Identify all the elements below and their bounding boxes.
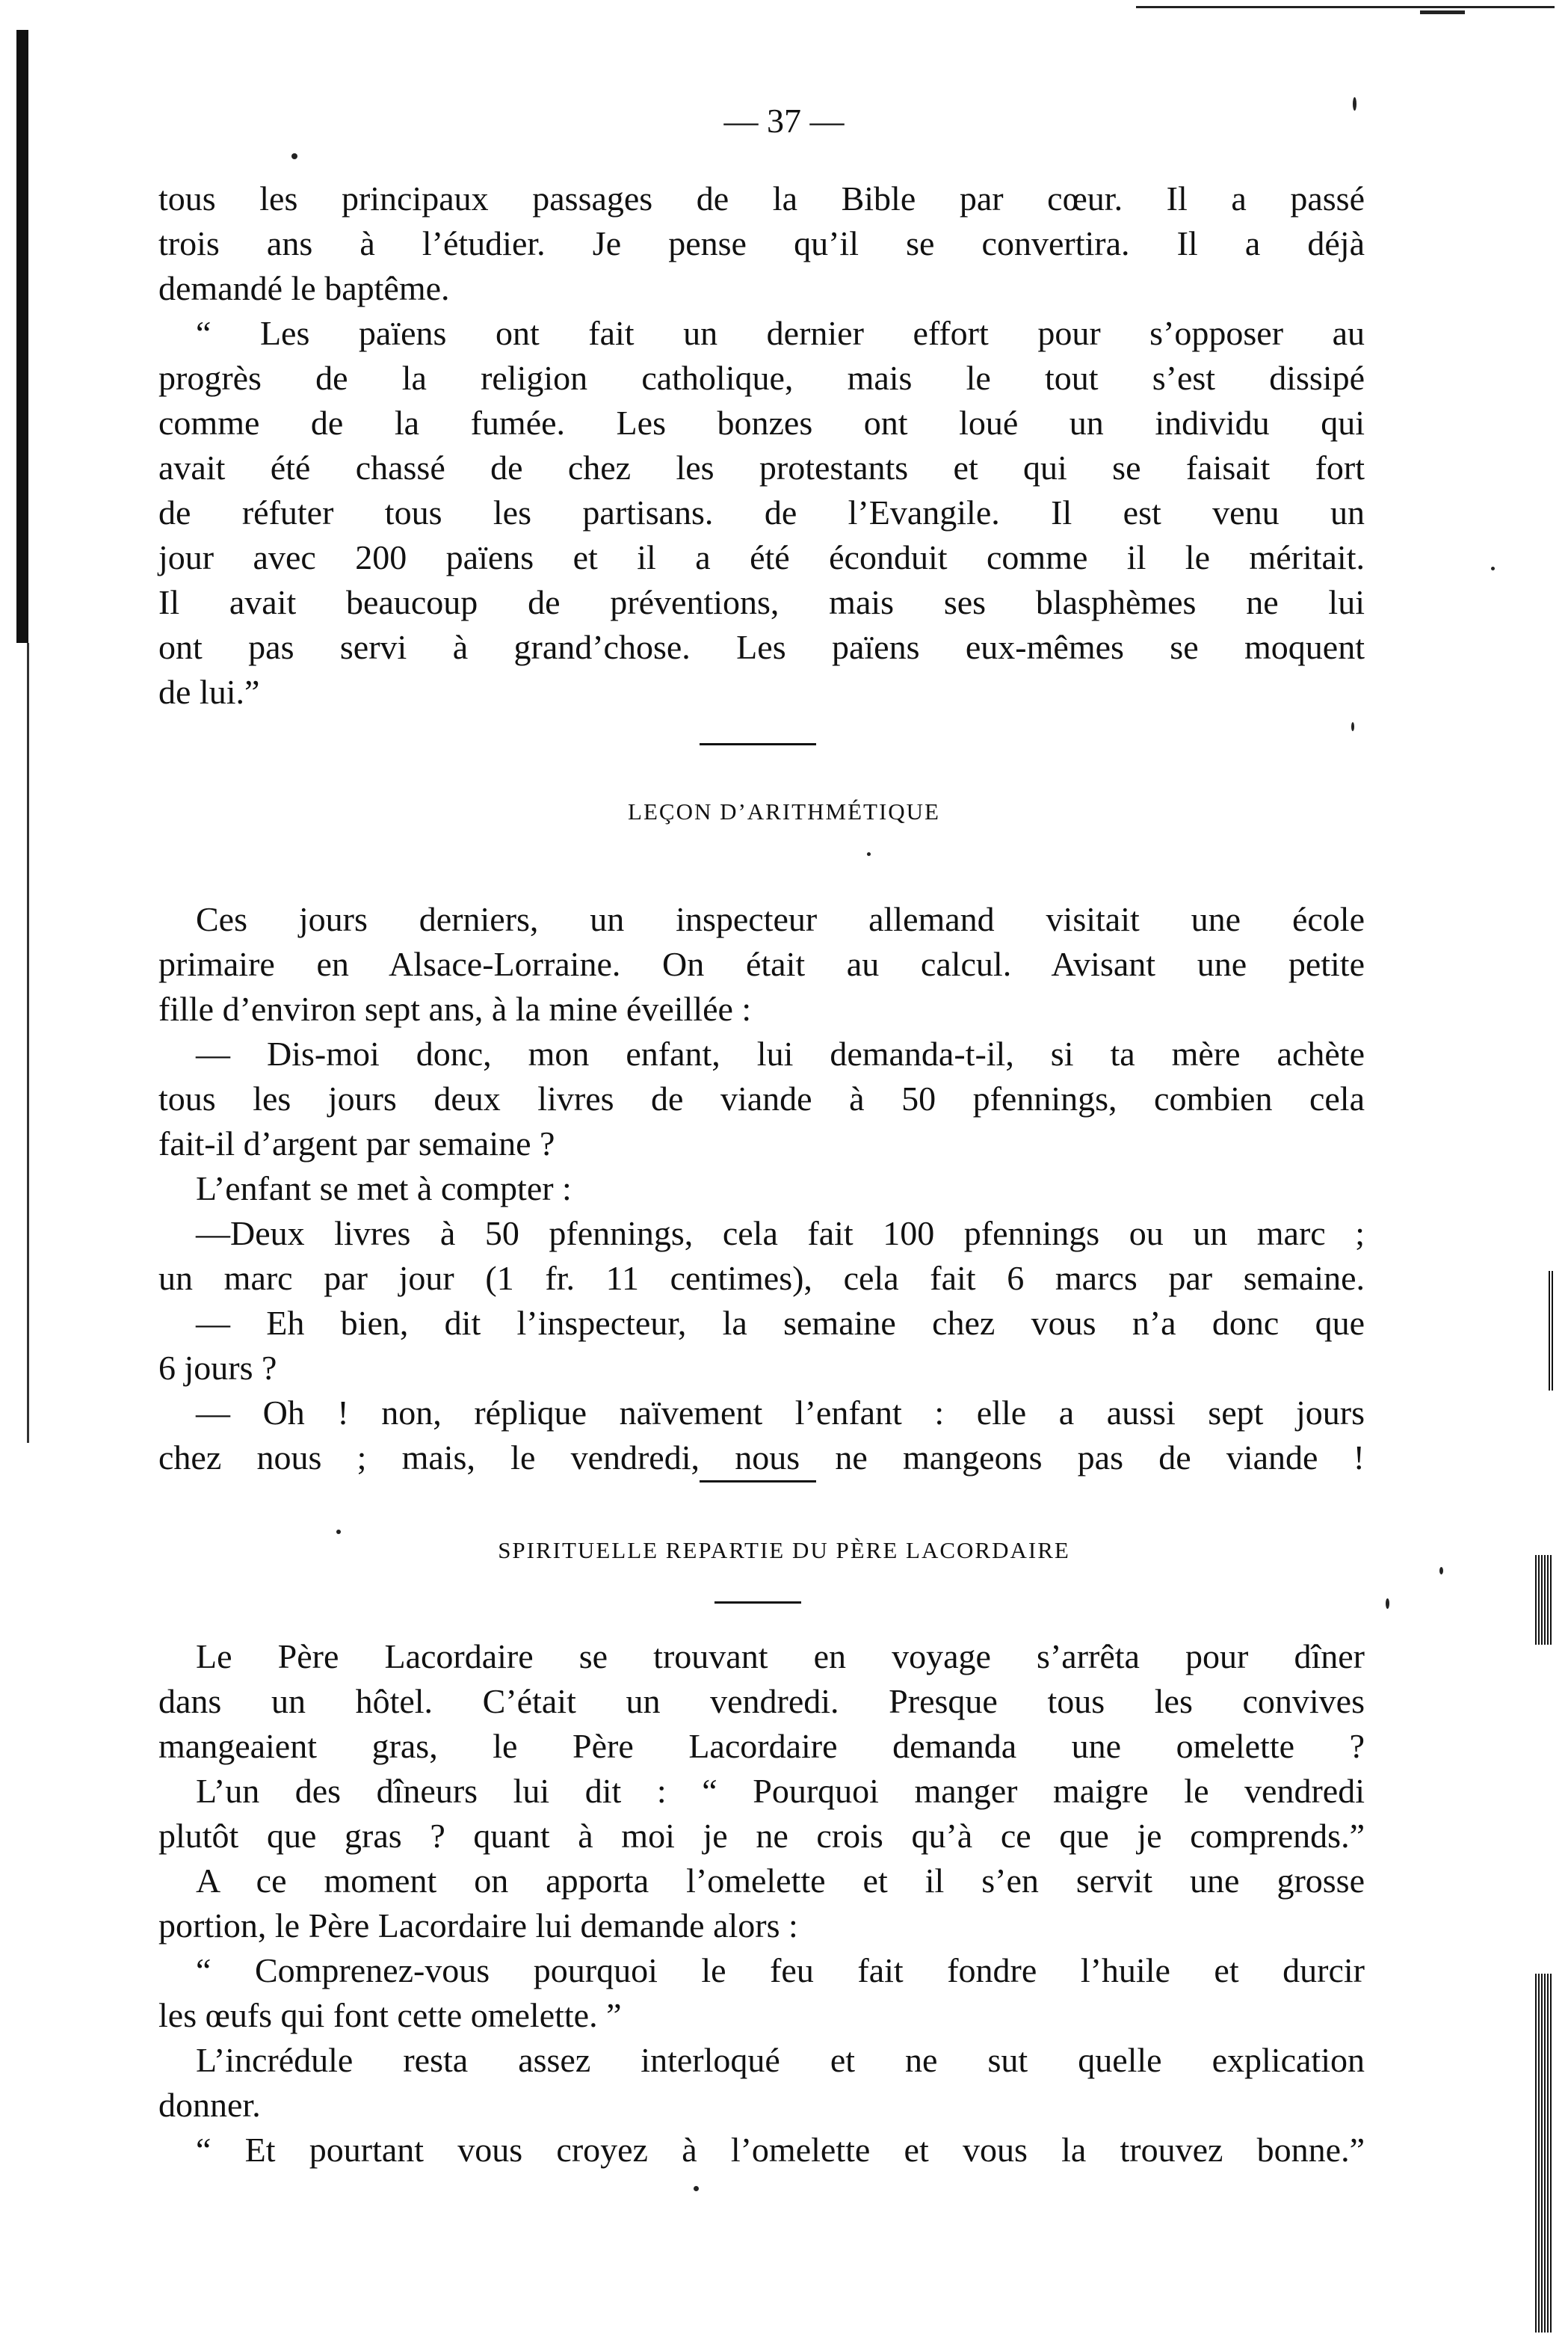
text-line: L’enfant se met à compter : bbox=[196, 1169, 572, 1207]
text-line: A ce moment on apporta l’omelette et il s’en servit une grosse bbox=[196, 1862, 1365, 1900]
text-line: tous les principaux passages de la Bible par cœur. Il a passé bbox=[158, 179, 1365, 218]
scan-top-edge-mark bbox=[1420, 10, 1465, 14]
text-line: jour avec 200 païens et il a été éconduit comme il le méritait. bbox=[158, 538, 1365, 576]
text-line: chez nous ; mais, le vendredi, nous ne mangeons pas de viande ! bbox=[158, 1438, 1365, 1477]
text-line: fille d’environ sept ans, à la mine éveillée : bbox=[158, 990, 752, 1028]
scan-speck bbox=[1439, 1567, 1443, 1574]
page-number: — 37 — bbox=[723, 102, 845, 140]
text-line: Ces jours derniers, un inspecteur allemand visitait une école bbox=[196, 900, 1365, 938]
scan-speck bbox=[867, 852, 871, 856]
text-line: — Eh bien, dit l’inspecteur, la semaine chez vous n’a donc que bbox=[196, 1304, 1365, 1342]
scan-speck bbox=[1386, 1598, 1389, 1609]
scan-right-edge bbox=[1535, 1974, 1553, 2333]
text-line: de réfuter tous les partisans. de l’Evangile. Il est venu un bbox=[158, 493, 1365, 532]
text-line: L’incrédule resta assez interloqué et ne sut quelle explication bbox=[196, 2041, 1365, 2079]
separator-rule bbox=[700, 1480, 816, 1482]
scan-speck bbox=[694, 2186, 699, 2191]
text-line: plutôt que gras ? quant à moi je ne crois qu’à ce que je comprends.” bbox=[158, 1817, 1365, 1855]
text-line: avait été chassé de chez les protestants et qui se faisait fort bbox=[158, 449, 1365, 487]
text-line: — Dis-moi donc, mon enfant, lui demanda-t-il, si ta mère achète bbox=[196, 1035, 1365, 1073]
text-line: demandé le baptême. bbox=[158, 269, 450, 307]
text-line: primaire en Alsace-Lorraine. On était au calcul. Avisant une petite bbox=[158, 945, 1365, 983]
text-block-2 bbox=[158, 897, 1365, 1480]
text-line: “ Comprenez-vous pourquoi le feu fait fondre l’huile et durcir bbox=[196, 1951, 1365, 1989]
text-line: progrès de la religion catholique, mais le tout s’est dissipé bbox=[158, 359, 1365, 397]
text-line: trois ans à l’étudier. Je pense qu’il se convertira. Il a déjà bbox=[158, 224, 1365, 262]
text-line: “ Les païens ont fait un dernier effort pour s’opposer au bbox=[196, 314, 1365, 352]
separator-rule bbox=[714, 1601, 801, 1604]
section-heading-lacordaire: SPIRITUELLE REPARTIE DU PÈRE LACORDAIRE bbox=[498, 1537, 1070, 1563]
text-line: “ Et pourtant vous croyez à l’omelette et vous la trouvez bonne.” bbox=[196, 2131, 1365, 2169]
text-block-3 bbox=[158, 1634, 1365, 2173]
scan-speck bbox=[1353, 97, 1356, 111]
text-line: mangeaient gras, le Père Lacordaire demanda une omelette ? bbox=[158, 1727, 1365, 1765]
text-line: —Deux livres à 50 pfennings, cela fait 100 pfennings ou un marc ; bbox=[196, 1214, 1365, 1252]
text-line: ont pas servi à grand’chose. Les païens eux-mêmes se moquent bbox=[158, 628, 1365, 666]
scan-speck bbox=[1491, 567, 1495, 570]
scan-left-edge-thin bbox=[27, 643, 29, 1443]
scan-right-edge bbox=[1535, 1555, 1553, 1645]
text-line: tous les jours deux livres de viande à 50 pfennings, combien cela bbox=[158, 1080, 1365, 1118]
scan-speck bbox=[1351, 722, 1354, 731]
text-line: donner. bbox=[158, 2086, 261, 2124]
scan-speck bbox=[291, 153, 297, 159]
scan-top-edge bbox=[1136, 6, 1555, 8]
text-line: fait-il d’argent par semaine ? bbox=[158, 1124, 555, 1163]
scan-right-edge bbox=[1549, 1271, 1553, 1391]
text-line: portion, le Père Lacordaire lui demande alors : bbox=[158, 1906, 798, 1945]
text-line: comme de la fumée. Les bonzes ont loué un individu qui bbox=[158, 404, 1365, 442]
text-line: de lui.” bbox=[158, 673, 260, 711]
separator-rule bbox=[700, 743, 816, 745]
text-line: 6 jours ? bbox=[158, 1349, 277, 1387]
text-line: les œufs qui font cette omelette. ” bbox=[158, 1996, 622, 2034]
scan-speck bbox=[336, 1530, 341, 1534]
text-line: dans un hôtel. C’était un vendredi. Presque tous les convives bbox=[158, 1682, 1365, 1720]
text-line: Le Père Lacordaire se trouvant en voyage s’arrêta pour dîner bbox=[196, 1637, 1365, 1675]
text-line: — Oh ! non, réplique naïvement l’enfant : elle a aussi sept jours bbox=[196, 1394, 1365, 1432]
text-line: un marc par jour (1 fr. 11 centimes), cela fait 6 marcs par semaine. bbox=[158, 1259, 1365, 1297]
text-line: Il avait beaucoup de préventions, mais ses blasphèmes ne lui bbox=[158, 583, 1365, 621]
section-heading-arithmetique: LEÇON D’ARITHMÉTIQUE bbox=[628, 798, 940, 825]
text-line: L’un des dîneurs lui dit : “ Pourquoi manger maigre le vendredi bbox=[196, 1772, 1365, 1810]
text-block-1 bbox=[158, 176, 1365, 715]
